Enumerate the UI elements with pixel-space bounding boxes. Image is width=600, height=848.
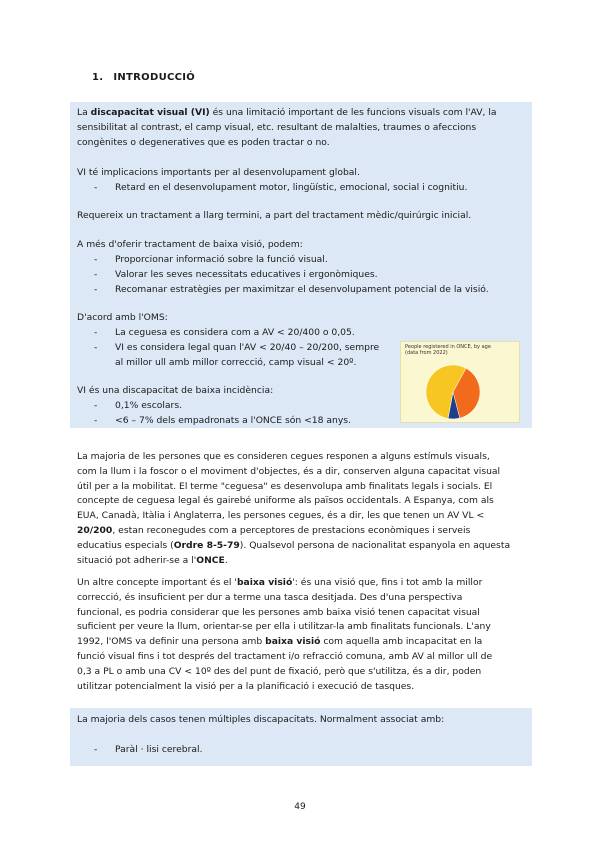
bold-term: baixa visió [236,577,293,588]
bullet-dash: - [94,182,98,193]
text-line: funcional, es podria considerar que les persones amb baixa visió tenen capacitat visual [77,606,480,618]
bold-term: baixa visió [265,636,321,648]
bullet-dash: - [94,400,98,411]
bold-term: 20/200 [77,524,113,536]
bullet-dash: - [94,269,98,280]
bold-term: Ordre 8-5-79 [173,539,240,551]
multiple-disabilities-title: La majoria dels casos tenen múltiples discapacitats. Normalment associat amb: [77,714,445,725]
implications-title: VI té implicacions importants per al desenvolupament global. [77,167,360,178]
list-item-continued: al millor ull amb millor correcció, camp visual < 20º. [115,357,357,368]
list-item: Retard en el desenvolupament motor, lingüístic, emocional, social i cognitiu. [115,182,468,193]
bullet-dash: - [94,342,98,353]
text-line: EUA, Canadà, Itàlia i Anglaterra, les persones cegues, és a dir, les que tenen un AV VL < [77,510,485,522]
list-item: Valorar les seves necessitats educatives i ergonòmiques. [115,269,378,280]
text-line: 0,3 a PL o amb una CV < 10º des del punt de fixació, però que s'utilitza, és a dir, poden [77,665,482,677]
text-line: concepte de ceguesa legal és gairebé uniforme als països occidentals. A Espanya, com als [77,495,494,507]
text-line: com la llum i la foscor o el moviment d'objectes, és a dir, conserven alguna capacitat visual [77,465,501,477]
text-span: . [224,554,228,566]
text-line: suficient per veure la llum, orientar-se per ella i utilitzar-la amb finalitats funcionals. L'any [77,621,491,633]
definition-paragraph [77,106,529,150]
chart-title-line: (data from 2022) [405,350,448,356]
bullet-dash: - [94,327,98,338]
bullet-dash: - [94,415,98,426]
incidence-title: VI és una discapacitat de baixa incidència: [77,385,274,396]
paragraph-baixa-visio [77,576,529,694]
list-item: VI es considera legal quan l'AV < 20/40 – 20/200, sempre [115,342,380,353]
bold-term: ONCE [196,554,225,566]
list-item: Paràl · lisi cerebral. [115,744,203,755]
text-span: La [77,107,91,118]
once-age-pie-chart [400,341,520,423]
section-number: 1. [92,72,104,83]
page-number: 49 [294,802,306,812]
text-span: situació pot adherir-se a l' [77,554,197,566]
bullet-dash: - [94,744,98,755]
list-item: Recomanar estratègies per maximitzar el desenvolupament potencial de la visió. [115,284,489,295]
list-item: Proporcionar informació sobre la funció visual. [115,254,328,265]
text-line: funció visual fins i tot després del tractament i/o refracció comuna, amb AV al millor ull de [77,650,493,662]
list-item: 0,1% escolars. [115,400,183,411]
text-span: ). Qualsevol persona de nacionalitat espanyola en aquesta [239,539,511,551]
bullet-dash: - [94,254,98,265]
text-span: és una limitació important de les funcions visuals com l'AV, la [209,107,497,118]
oms-title: D'acord amb l'OMS: [77,312,168,323]
section-title: INTRODUCCIÓ [113,72,196,83]
text-line: correcció, és insuficient per dur a terme una tasca desitjada. Des d'una perspectiva [77,591,463,603]
chart-title-line: People registered in ONCE, by age [405,344,491,350]
text-line: utilitzar potencialment la visió per a la planificació i execució de tasques. [77,680,415,692]
text-span: ': és una visió que, fins i tot amb la millor [292,577,483,588]
text-span: Un altre concepte important és el ' [77,577,237,588]
text-span: 1992, l'OMS va definir una persona amb [77,636,266,648]
term-discapacitat-visual: discapacitat visual (VI) [90,107,210,118]
text-span: educatius especials ( [77,539,174,551]
text-span: , estan reconegudes com a perceptores de prestacions econòmiques i serveis [112,524,471,536]
bullet-dash: - [94,284,98,295]
pie-svg [401,342,521,424]
text-line: sensibilitat al contrast, el camp visual, etc. resultant de malalties, traumes o afeccions [77,121,477,133]
text-span: com aquella amb incapacitat en la [320,636,483,648]
list-item: La ceguesa es considera com a AV < 20/400 o 0,05. [115,327,355,338]
text-line: La majoria de les persones que es consideren cegues responen a alguns estímuls visuals, [77,451,490,462]
low-vision-title: A més d'oferir tractament de baixa visió, podem: [77,239,303,250]
paragraph-ceguesa [77,450,529,568]
treatment-text: Requereix un tractament a llarg termini, a part del tractament mèdic/quirúrgic inicial. [77,210,472,221]
section-heading [92,71,195,86]
list-item: <6 – 7% dels empadronats a l'ONCE són <18 anys. [115,415,352,426]
text-line: congènites o degeneratives que es poden tractar o no. [77,136,330,148]
text-line: útil per a la mobilitat. El terme "ceguesa" es desenvolupa amb finalitats legals i socials. El [77,480,493,492]
